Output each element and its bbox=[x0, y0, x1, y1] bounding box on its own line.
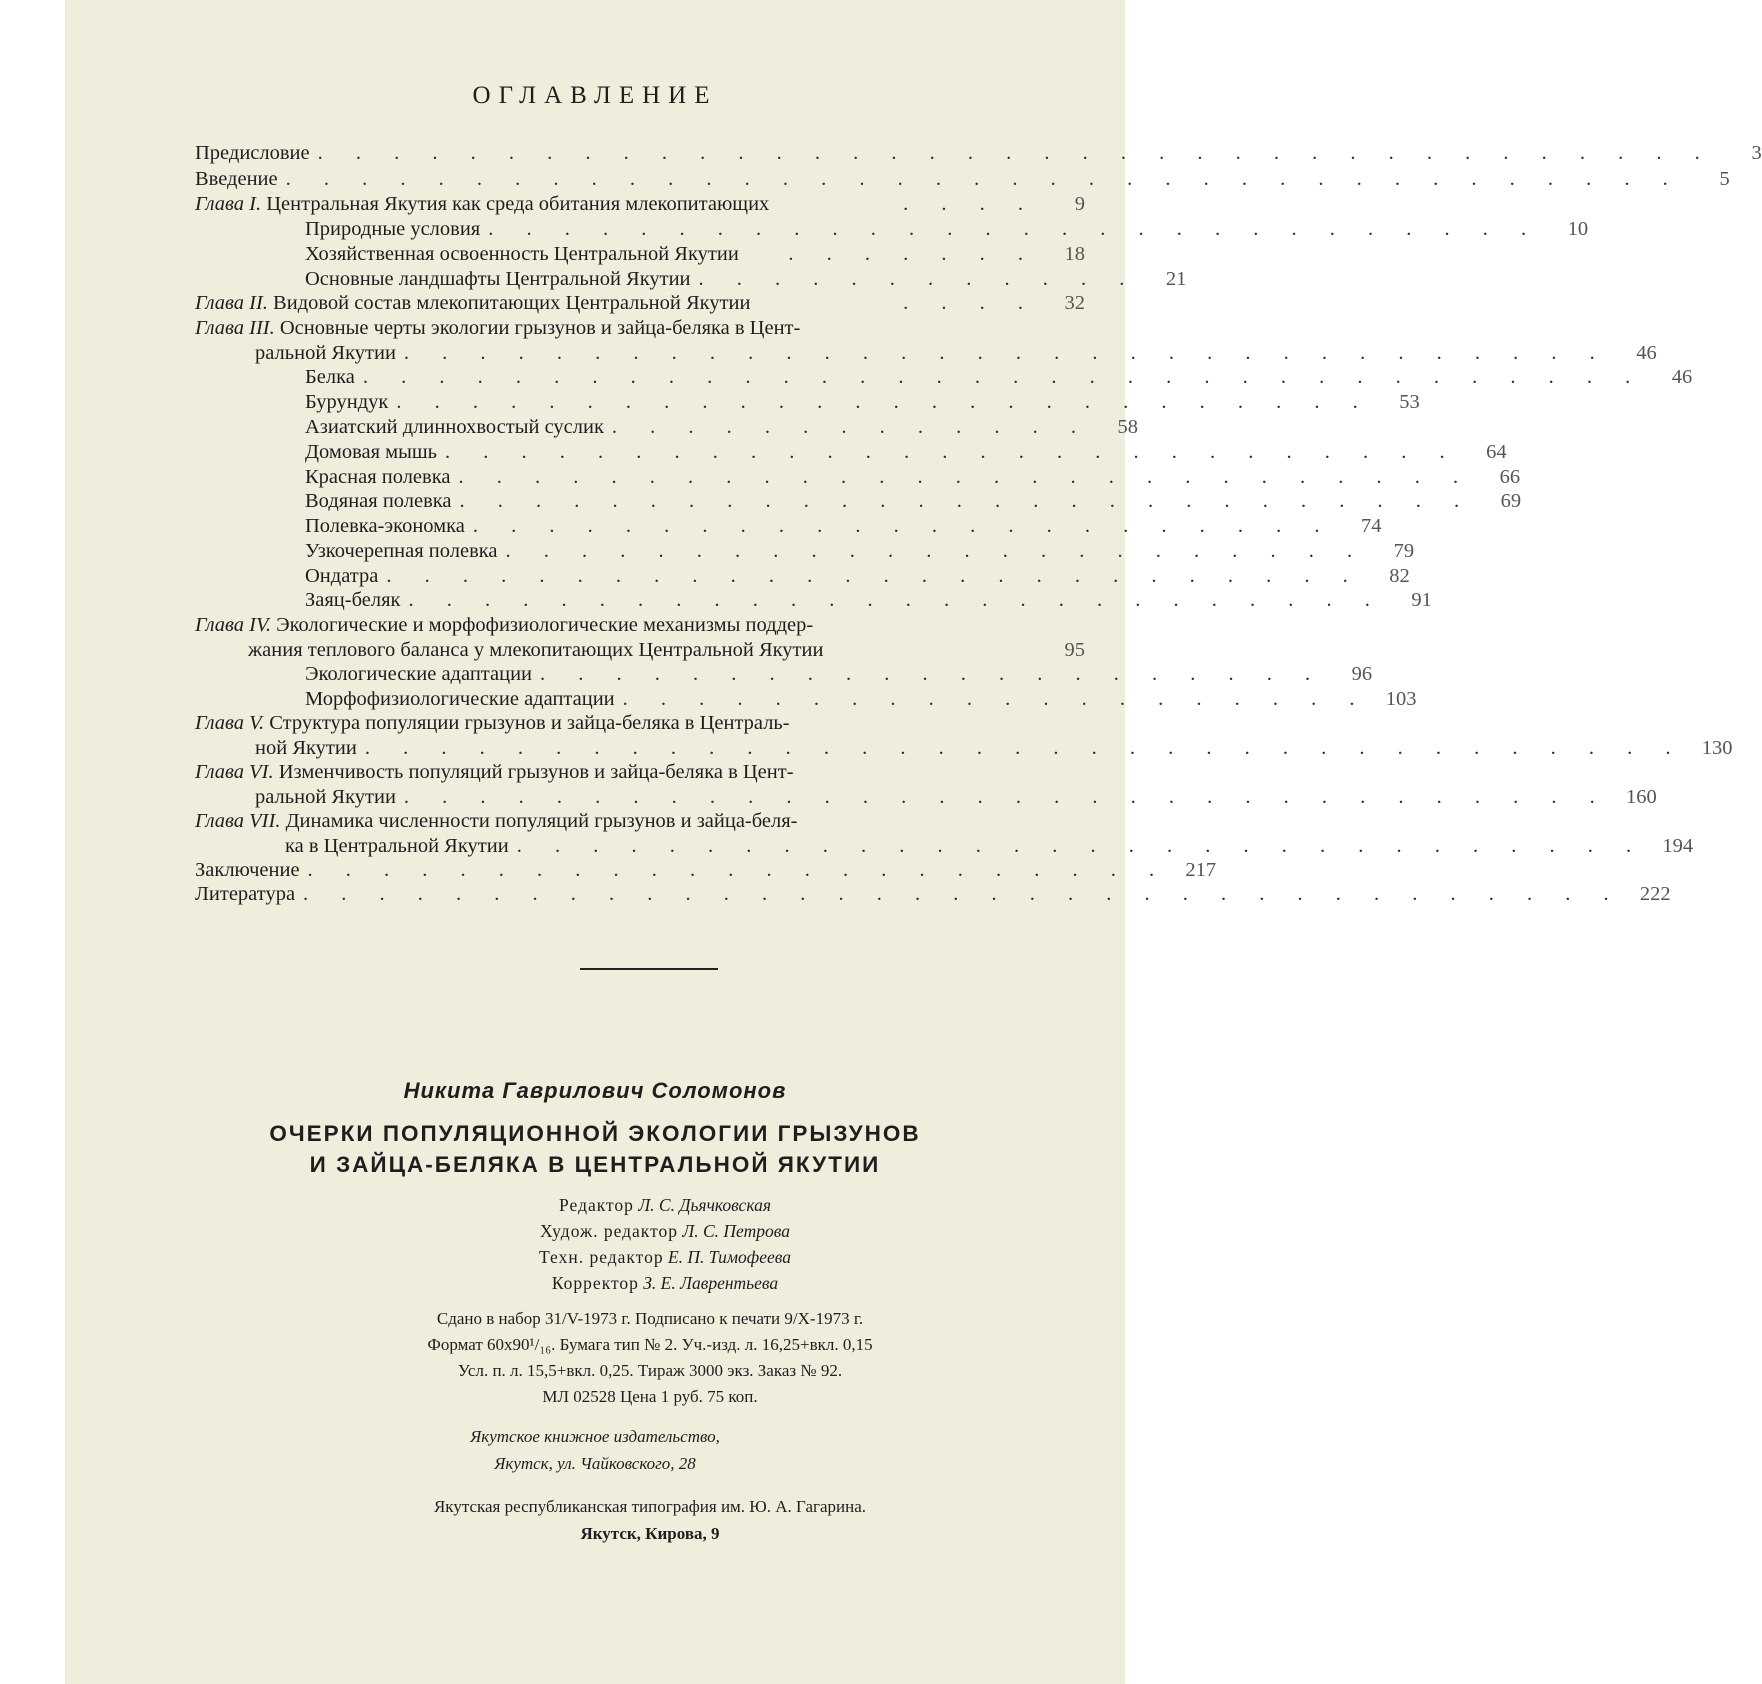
toc-entry bbox=[195, 612, 1085, 638]
chapter-label: Глава III. bbox=[195, 317, 275, 339]
toc-entry: Красная полевка . . . . . . . . . . . . . . . . . . . . . . . . . . . 66 bbox=[305, 466, 1521, 488]
toc-entry: Азиатский длиннохвостый суслик . . . . . . . . . . . . . 58 bbox=[305, 416, 1139, 438]
toc-entry-page: 18 bbox=[1064, 243, 1085, 265]
credit-line: Редактор Л. С. Дьячковская bbox=[559, 1195, 771, 1215]
toc-entry-title: Морфофизиологические адаптации bbox=[305, 688, 615, 710]
author-name: Никита Гаврилович Соломонов bbox=[403, 1078, 787, 1103]
toc-entry-title: Домовая мышь bbox=[305, 441, 438, 463]
chapter-label: Глава V. bbox=[195, 712, 265, 734]
chapter-label: Глава II. bbox=[195, 292, 268, 314]
toc-entry-title: Заключение bbox=[195, 859, 300, 881]
toc-entry: Домовая мышь . . . . . . . . . . . . . . . . . . . . . . . . . . . 64 bbox=[305, 441, 1507, 463]
toc-entry: Бурундук . . . . . . . . . . . . . . . . . . . . . . . . . . 53 bbox=[305, 391, 1420, 413]
toc-entry-page: 103 bbox=[1385, 688, 1417, 710]
toc-entry-page: 66 bbox=[1499, 466, 1521, 488]
publisher bbox=[0, 1423, 1190, 1477]
toc-entry-title: Экологические и морфофизиологические механизмы поддер- bbox=[276, 614, 814, 636]
toc-entry-page: 9 bbox=[1074, 193, 1085, 215]
toc-entry-page: 91 bbox=[1411, 589, 1432, 611]
chapter-label: Глава VII. bbox=[195, 810, 281, 832]
toc-entry-page: 10 bbox=[1567, 218, 1589, 240]
credits bbox=[430, 1192, 900, 1296]
imprint bbox=[300, 1306, 1000, 1410]
toc-entry-title: Литература bbox=[195, 883, 296, 905]
toc-entry-title: ральной Якутии bbox=[255, 342, 396, 364]
book-title-line: ОЧЕРКИ ПОПУЛЯЦИОННОЙ ЭКОЛОГИИ ГРЫЗУНОВ bbox=[269, 1121, 921, 1146]
toc-entry-page: 79 bbox=[1393, 540, 1415, 562]
toc-entry-page: 46 bbox=[1671, 366, 1693, 388]
toc-entry-title: Водяная полевка bbox=[305, 490, 452, 512]
toc-entry: Узкочерепная полевка . . . . . . . . . . . . . . . . . . . . . . . 79 bbox=[305, 540, 1415, 562]
book-title-line: И ЗАЙЦА-БЕЛЯКА В ЦЕНТРАЛЬНОЙ ЯКУТИИ bbox=[309, 1152, 881, 1177]
toc-entry-title: Видовой состав млекопитающих Центральной Якутии bbox=[273, 292, 751, 314]
chapter-label: Глава IV. bbox=[195, 614, 271, 636]
toc-entry-page: 217 bbox=[1185, 859, 1217, 881]
toc-entry: Морфофизиологические адаптации . . . . . . . . . . . . . . . . . . . . 103 bbox=[305, 688, 1417, 710]
toc-entry bbox=[195, 759, 1085, 785]
publisher-line: Якутское книжное издательство, bbox=[470, 1427, 720, 1446]
toc-entry bbox=[195, 315, 1085, 341]
toc-entry-title: Белка bbox=[305, 366, 355, 388]
toc-entry-continuation: ной Якутии . . . . . . . . . . . . . . . . . . . . . . . . . . . . . . . . . . . 130 bbox=[255, 737, 1733, 759]
toc-entry-title: жания теплового баланса у млекопитающих Центральной Якутии bbox=[248, 639, 824, 661]
toc-entry: Водяная полевка . . . . . . . . . . . . . . . . . . . . . . . . . . . 69 bbox=[305, 490, 1522, 512]
toc-entry-title: Бурундук bbox=[305, 391, 389, 413]
divider bbox=[580, 968, 718, 970]
toc-entry: Белка . . . . . . . . . . . . . . . . . . . . . . . . . . . . . . . . . . 46 bbox=[305, 366, 1693, 388]
credit-line: Техн. редактор Е. П. Тимофеева bbox=[539, 1247, 791, 1267]
toc-entry-title: Основные ландшафты Центральной Якутии bbox=[305, 268, 691, 290]
toc-entry-title: Структура популяции грызунов и зайца-беляка в Централь- bbox=[269, 712, 790, 734]
printer-line: Якутская республиканская типография им. Ю. А. Гагарина. bbox=[433, 1497, 867, 1516]
printer-line: Якутск, Кирова, 9 bbox=[580, 1524, 720, 1543]
toc-entry-continuation: ральной Якутии . . . . . . . . . . . . . . . . . . . . . . . . . . . . . . . . 46 bbox=[255, 342, 1657, 364]
toc-entry-title: Красная полевка bbox=[305, 466, 451, 488]
toc-entry-page: 69 bbox=[1500, 490, 1522, 512]
toc-entry-title: Введение bbox=[195, 168, 278, 190]
imprint-line: Формат 60х90¹/₁₆. Бумага тип № 2. Уч.-изд. л. 16,25+вкл. 0,15 bbox=[427, 1335, 873, 1354]
toc-entry: Глава II. Видовой состав млекопитающих Центральной Якутии . . . . 32 bbox=[195, 292, 1085, 314]
publisher-line: Якутск, ул. Чайковского, 28 bbox=[494, 1454, 696, 1473]
toc-entry-title: Узкочерепная полевка bbox=[305, 540, 498, 562]
toc-entry: Ондатра . . . . . . . . . . . . . . . . . . . . . . . . . . 82 bbox=[305, 565, 1410, 587]
toc-entry: Экологические адаптации . . . . . . . . . . . . . . . . . . . . . 96 bbox=[305, 663, 1373, 685]
credit-line: Корректор З. Е. Лаврентьева bbox=[551, 1273, 779, 1293]
toc-entry: Предисловие . . . . . . . . . . . . . . . . . . . . . . . . . . . . . . . . . . . . . 3 bbox=[195, 142, 1762, 164]
book-title bbox=[0, 1118, 1190, 1180]
toc-entry-title: ральной Якутии bbox=[255, 786, 396, 808]
toc-entry-title: Азиатский длиннохвостый суслик bbox=[305, 416, 604, 438]
toc-entry: Основные ландшафты Центральной Якутии . . . . . . . . . . . . 21 bbox=[305, 268, 1187, 290]
toc-entry-page: 82 bbox=[1389, 565, 1410, 587]
toc-entry-page: 53 bbox=[1399, 391, 1420, 413]
toc-entry-page: 21 bbox=[1165, 268, 1187, 290]
toc-entry-title: Заяц-беляк bbox=[305, 589, 401, 611]
toc-entry-page: 58 bbox=[1117, 416, 1139, 438]
toc-entry-page: 194 bbox=[1662, 835, 1694, 857]
toc-entry-page: 130 bbox=[1701, 737, 1733, 759]
toc-entry-page: 96 bbox=[1351, 663, 1373, 685]
toc-entry-title: Ондатра bbox=[305, 565, 379, 587]
toc-entry-page: 32 bbox=[1064, 292, 1085, 314]
toc-entry-title: ка в Центральной Якутии bbox=[285, 835, 509, 857]
credit-line: Худож. редактор Л. С. Петрова bbox=[540, 1221, 790, 1241]
toc-entry-continuation bbox=[248, 637, 1085, 663]
toc-entry-continuation: ка в Центральной Якутии . . . . . . . . . . . . . . . . . . . . . . . . . . . . . . 194 bbox=[285, 835, 1694, 857]
toc-entry: Полевка-экономка . . . . . . . . . . . . . . . . . . . . . . . 74 bbox=[305, 515, 1382, 537]
toc-entry-continuation: ральной Якутии . . . . . . . . . . . . . . . . . . . . . . . . . . . . . . . . 160 bbox=[255, 786, 1657, 808]
toc-entry-page: 160 bbox=[1626, 786, 1657, 808]
imprint-line: Сдано в набор 31/V-1973 г. Подписано к печати 9/X-1973 г. bbox=[436, 1309, 864, 1328]
toc-entry-title: Хозяйственная освоенность Центральной Якутии bbox=[305, 243, 739, 265]
toc-entry-page: 64 bbox=[1486, 441, 1507, 463]
toc-entry-title: Изменчивость популяций грызунов и зайца-беляка в Цент- bbox=[278, 761, 794, 783]
chapter-label: Глава I. bbox=[195, 193, 262, 215]
toc-entry-title: Основные черты экологии грызунов и зайца-беляка в Цент- bbox=[279, 317, 801, 339]
toc-entry-title: ной Якутии bbox=[255, 737, 357, 759]
toc-entry: Заключение . . . . . . . . . . . . . . . . . . . . . . . 217 bbox=[195, 859, 1217, 881]
chapter-label: Глава VI. bbox=[195, 761, 274, 783]
toc-entry-page: 222 bbox=[1639, 883, 1671, 905]
toc-entry-title: Полевка-экономка bbox=[305, 515, 465, 537]
toc-entry-title: Центральная Якутия как среда обитания млекопитающих bbox=[266, 193, 770, 215]
toc-entry: Введение . . . . . . . . . . . . . . . . . . . . . . . . . . . . . . . . . . . . . 5 bbox=[195, 168, 1730, 190]
toc-entry-page: 5 bbox=[1719, 168, 1730, 190]
toc-entry: Заяц-беляк . . . . . . . . . . . . . . . . . . . . . . . . . . 91 bbox=[305, 589, 1432, 611]
page-title: ОГЛАВЛЕНИЕ bbox=[472, 82, 718, 109]
toc-entry-page: 95 bbox=[1064, 639, 1085, 661]
toc-entry: Литература . . . . . . . . . . . . . . . . . . . . . . . . . . . . . . . . . . . 222 bbox=[195, 883, 1671, 905]
toc-entry: Хозяйственная освоенность Центральной Якутии . . . . . . . 18 bbox=[305, 243, 1085, 265]
toc-entry: Глава I. Центральная Якутия как среда обитания млекопитающих . . . . 9 bbox=[195, 193, 1085, 215]
toc-entry: Природные условия . . . . . . . . . . . . . . . . . . . . . . . . . . . . 10 bbox=[305, 218, 1589, 240]
toc-entry-title: Предисловие bbox=[195, 142, 310, 164]
imprint-line: Усл. п. л. 15,5+вкл. 0,25. Тираж 3000 экз. Заказ № 92. bbox=[457, 1361, 843, 1380]
toc-entry-page: 46 bbox=[1636, 342, 1657, 364]
toc-entry-title: Природные условия bbox=[305, 218, 481, 240]
toc-entry-title: Динамика численности популяций грызунов и зайца-беля- bbox=[285, 810, 798, 832]
printer bbox=[300, 1493, 1000, 1547]
toc-entry bbox=[195, 808, 1085, 834]
toc-entry bbox=[195, 710, 1085, 736]
toc-entry-title: Экологические адаптации bbox=[305, 663, 533, 685]
imprint-line: МЛ 02528 Цена 1 руб. 75 коп. bbox=[542, 1387, 758, 1406]
toc-entry-page: 3 bbox=[1751, 142, 1762, 164]
toc-entry-page: 74 bbox=[1361, 515, 1382, 537]
